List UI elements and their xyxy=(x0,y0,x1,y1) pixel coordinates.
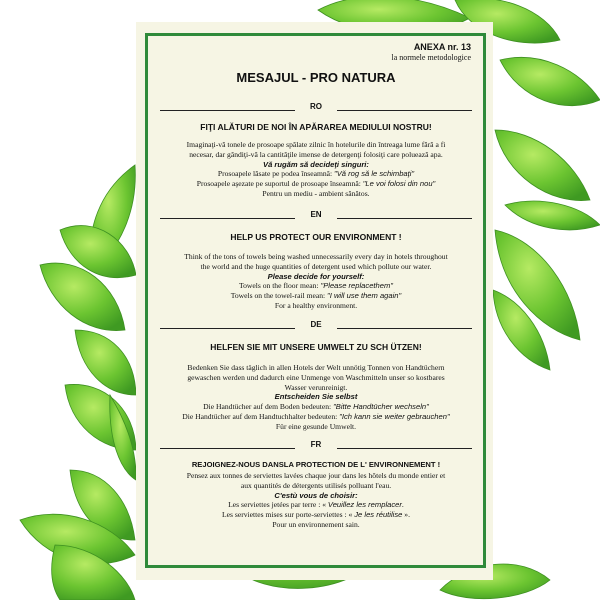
decide-prompt-fr: C'estù vous de choisir: xyxy=(274,490,358,500)
section-divider-fr xyxy=(155,440,477,450)
section-divider-ro xyxy=(155,102,477,112)
language-code-fr: FR xyxy=(310,440,322,449)
decide-prompt-en: Please decide for yourself: xyxy=(267,271,365,281)
section-divider-en xyxy=(155,210,477,220)
document-content xyxy=(155,40,477,560)
page-title: MESAJUL - PRO NATURA xyxy=(236,70,396,85)
annex-title: ANEXA nr. 13 xyxy=(413,42,471,52)
section-heading-de: HELFEN SIE MIT UNSERE UMWELT ZU SCH ÜTZEN! xyxy=(210,342,422,352)
language-code-ro: RO xyxy=(310,102,322,111)
section-body-ro: Imaginaţi-vă tonele de prosoape spălate zilnic în hotelurile din întreaga lume fără a fi necesar, dar gândiţi-vă la cantităţile imense de detergenţi folosiţi care poluează apa. Vă rugăm să decideţi singuri: Prosoapele lăsate pe podea înseamnă: "Vă rog să le schimbaţi" Prosoapele aşezate pe suportul de prosoape înseamnă: "Le voi folosi din nou" Pentru un mediu - ambient sănătos. xyxy=(155,140,477,199)
section-divider-de xyxy=(155,320,477,330)
section-body-de: Bedenken Sie dass täglich in allen Hotels der Welt unnötig Tonnen von Handtüchern gewaschen werden und dadurch eine Unmenge von Waschmitteln unser so kostbares Wasser verunreinigt. Entscheiden Sie selbst Die Handtücher auf dem Boden bedeuten: "Bitte Handtücher wechseln" Die Handtücher auf dem Handtuchhalter bedeuten: "Ich kann sie weiter gebrauchen" Für eine gesunde Umwelt. xyxy=(155,363,477,432)
section-heading-fr: REJOIGNEZ-NOUS DANSLA PROTECTION DE L' ENVIRONNEMENT ! xyxy=(191,460,441,469)
section-heading-ro: FIŢI ALĂTURI DE NOI ÎN APĂRAREA MEDIULUI NOSTRU! xyxy=(200,122,432,132)
section-body-fr: Pensez aux tonnes de serviettes lavées chaque jour dans les hôtels du monde entier et aux quantités de détergents utilisés polluant l'eau. C'estù vous de choisir: Les serviettes jetées par terre : « Veuillez les remplacer. Les serviettes mises sur porte-serviettes : « Je les réutilise ». Pour un environnement sain. xyxy=(155,471,477,530)
section-heading-en: HELP US PROTECT OUR ENVIRONMENT ! xyxy=(230,232,402,242)
leaf-cluster-right xyxy=(493,201,600,370)
annex-subtitle: la normele metodologice xyxy=(391,53,471,62)
decide-prompt-de: Entscheiden Sie selbst xyxy=(274,392,358,402)
section-body-en: Think of the tons of towels being washed unnecessarily every day in hotels throughout the world and the huge quantities of detergent used which pollute our water. Please decide for yourself: Towels on the floor mean: "Please replacethem" Towels on the towel-rail mean: "I will use them again" For a healthy environment. xyxy=(155,252,477,311)
language-code-en: EN xyxy=(310,210,322,219)
decide-prompt-ro: Vă rugăm să decideţi singuri: xyxy=(263,159,369,169)
language-code-de: DE xyxy=(310,320,322,329)
leaf-cluster-left xyxy=(20,165,136,600)
annex-reference xyxy=(391,42,471,63)
